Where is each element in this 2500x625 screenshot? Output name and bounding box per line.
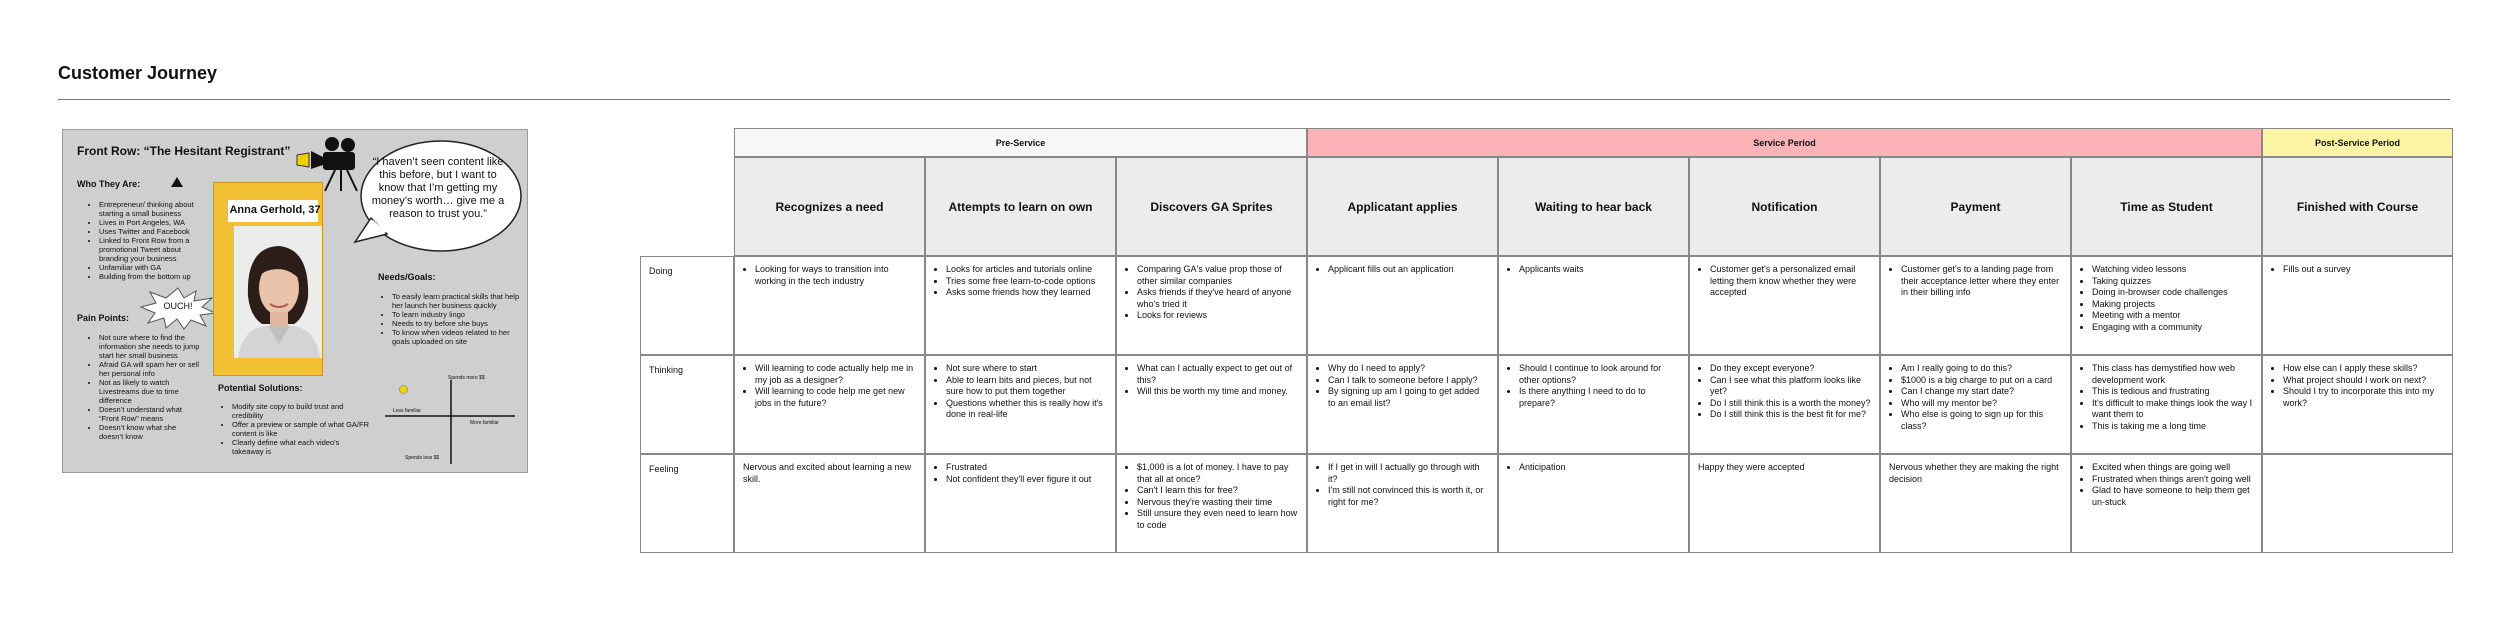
journey-cell	[1880, 454, 2071, 553]
potential-solutions-list	[221, 402, 369, 456]
cell-bullet: • Looking for ways to transition into working in the tech industry	[755, 264, 916, 287]
list-item: • Clearly define what each video's takeaway is	[232, 438, 369, 456]
cell-bullet: • This class has demystified how web development work	[2092, 363, 2253, 386]
cell-bullet: • Still unsure they even need to learn how to code	[1137, 508, 1298, 531]
list-item: • Needs to try before she buys	[392, 319, 521, 328]
stage-header: Discovers GA Sprites	[1116, 157, 1307, 256]
list-item: • Offer a preview or sample of what GA/FR content is like	[232, 420, 369, 438]
persona-quote: “I haven’t seen content like this before, but I want to know that I’m getting my money’s worth… give me a reason to trust you.”	[371, 156, 505, 220]
stage-header: Finished with Course	[2262, 157, 2453, 256]
stage-header: Payment	[1880, 157, 2071, 256]
cell-text: Nervous and excited about learning a new skill.	[743, 462, 912, 484]
cell-bullet: • Is there anything I need to do to prepare?	[1519, 386, 1680, 409]
journey-cell	[1689, 355, 1880, 454]
journey-cell	[2071, 454, 2262, 553]
cell-bullet: • What can I actually expect to get out of this?	[1137, 363, 1298, 386]
cell-bullet: • Engaging with a community	[2092, 322, 2253, 334]
journey-cell	[1689, 256, 1880, 355]
journey-cell	[1116, 256, 1307, 355]
cell-bullet: • Making projects	[2092, 299, 2253, 311]
row-label: Feeling	[640, 454, 734, 553]
list-item: • To easily learn practical skills that help her launch her business quickly	[392, 292, 521, 310]
journey-cell	[2071, 355, 2262, 454]
list-item: • Unfamiliar with GA	[99, 263, 200, 272]
cell-bullet: • Do they except everyone?	[1710, 363, 1871, 375]
cell-bullet: • $1000 is a big charge to put on a card	[1901, 375, 2062, 387]
phase-header: Post-Service Period	[2262, 128, 2453, 157]
cell-bullet: • Anticipation	[1519, 462, 1680, 474]
cell-bullet: • Glad to have someone to help them get un-stuck	[2092, 485, 2253, 508]
list-item: • To learn industry lingo	[392, 310, 521, 319]
cell-bullet: • Excited when things are going well	[2092, 462, 2253, 474]
cell-bullet: • Asks friends if they've heard of anyone who's tried it	[1137, 287, 1298, 310]
list-item: • Entrepreneur/ thinking about starting a small business	[99, 200, 200, 218]
journey-cell	[2071, 256, 2262, 355]
cell-bullet: • Should I continue to look around for other options?	[1519, 363, 1680, 386]
journey-cell	[925, 355, 1116, 454]
journey-cell	[2262, 355, 2453, 454]
cell-text: Nervous whether they are making the right decision	[1889, 462, 2059, 484]
row-label: Doing	[640, 256, 734, 355]
list-item: • Not sure where to find the information she needs to jump start her small business	[99, 333, 200, 360]
list-item: • Building from the bottom up	[99, 272, 200, 281]
persona-position-marker	[399, 385, 408, 394]
journey-cell	[1307, 256, 1498, 355]
list-item: • Doesn’t understand what “Front Row” means	[99, 405, 200, 423]
stage-header: Applicatant applies	[1307, 157, 1498, 256]
cell-bullet: • Applicant fills out an application	[1328, 264, 1489, 276]
cell-bullet: • Customer get's a personalized email letting them know whether they were accepted	[1710, 264, 1871, 299]
journey-cell	[925, 454, 1116, 553]
cell-bullet: • Questions whether this is really how it's done in real-life	[946, 398, 1107, 421]
cell-bullet: • I'm still not convinced this is worth it, or right for me?	[1328, 485, 1489, 508]
cell-bullet: • Tries some free learn-to-code options	[946, 276, 1107, 288]
journey-cell	[734, 355, 925, 454]
stage-header: Waiting to hear back	[1498, 157, 1689, 256]
pain-points-heading: Pain Points:	[77, 313, 130, 323]
cell-bullet: • Can I talk to someone before I apply?	[1328, 375, 1489, 387]
cell-bullet: • Can I change my start date?	[1901, 386, 2062, 398]
list-item: • Afraid GA will spam her or sell her personal info	[99, 360, 200, 378]
cell-bullet: • Watching video lessons	[2092, 264, 2253, 276]
cell-bullet: • Comparing GA's value prop those of other similar companies	[1137, 264, 1298, 287]
stage-header: Notification	[1689, 157, 1880, 256]
cell-bullet: • Can't I learn this for free?	[1137, 485, 1298, 497]
journey-cell	[1689, 454, 1880, 553]
phase-header: Service Period	[1307, 128, 2262, 157]
journey-cell	[1116, 454, 1307, 553]
cell-bullet: • Looks for reviews	[1137, 310, 1298, 322]
persona-name: Anna Gerhold, 37	[229, 204, 321, 216]
persona-title: Front Row: “The Hesitant Registrant”	[77, 144, 291, 158]
title-divider	[58, 99, 2450, 100]
cell-bullet: • Will learning to code help me get new jobs in the future?	[755, 386, 916, 409]
cell-bullet: • Am I really going to do this?	[1901, 363, 2062, 375]
phase-header: Pre-Service	[734, 128, 1307, 157]
cell-text: Happy they were accepted	[1698, 462, 1805, 472]
ouch-label: OUCH!	[163, 301, 193, 311]
cell-bullet: • Who else is going to sign up for this class?	[1901, 409, 2062, 432]
cell-bullet: • Meeting with a mentor	[2092, 310, 2253, 322]
list-item: • To know when videos related to her goals uploaded on site	[392, 328, 521, 346]
cell-bullet: • Not confident they'll ever figure it out	[946, 474, 1107, 486]
cell-bullet: • Fills out a survey	[2283, 264, 2444, 276]
persona-avatar-icon	[234, 226, 322, 358]
axis-label-bottom: Spends less $$	[405, 455, 440, 461]
axis-label-right: More familiar	[470, 420, 499, 426]
cell-bullet: • If I get in will I actually go through with it?	[1328, 462, 1489, 485]
cell-bullet: • Customer get's to a landing page from their acceptance letter where they enter in their billing info	[1901, 264, 2062, 299]
cell-bullet: • This is taking me a long time	[2092, 421, 2253, 433]
journey-cell	[1880, 355, 2071, 454]
row-label: Thinking	[640, 355, 734, 454]
who-they-are-heading: Who They Are:	[77, 179, 141, 189]
persona-card	[62, 129, 528, 473]
cell-bullet: • Applicants waits	[1519, 264, 1680, 276]
cell-bullet: • How else can I apply these skills?	[2283, 363, 2444, 375]
cell-bullet: • It's difficult to make things look the way I want them to	[2092, 398, 2253, 421]
journey-cell	[1498, 256, 1689, 355]
stage-header: Attempts to learn on own	[925, 157, 1116, 256]
who-they-are-list	[88, 200, 200, 281]
journey-cell	[1307, 355, 1498, 454]
pain-points-list	[88, 333, 200, 441]
journey-cell	[1307, 454, 1498, 553]
cell-bullet: • Frustrated when things aren't going well	[2092, 474, 2253, 486]
cell-bullet: • Frustrated	[946, 462, 1107, 474]
cell-bullet: • Do I still think this is the best fit for me?	[1710, 409, 1871, 421]
potential-solutions-heading: Potential Solutions:	[218, 383, 303, 393]
cell-bullet: • Can I see what this platform looks like yet?	[1710, 375, 1871, 398]
cell-bullet: • Should I try to incorporate this into my work?	[2283, 386, 2444, 409]
list-item: • Uses Twitter and Facebook	[99, 227, 200, 236]
list-item: • Lives in Port Angeles, WA	[99, 218, 200, 227]
cell-bullet: • By signing up am I going to get added to an email list?	[1328, 386, 1489, 409]
cell-bullet: • This is tedious and frustrating	[2092, 386, 2253, 398]
persona-photo	[234, 226, 322, 358]
stage-header: Recognizes a need	[734, 157, 925, 256]
cell-bullet: • Looks for articles and tutorials online	[946, 264, 1107, 276]
cell-bullet: • Who will my mentor be?	[1901, 398, 2062, 410]
cell-bullet: • Taking quizzes	[2092, 276, 2253, 288]
stage-header: Time as Student	[2071, 157, 2262, 256]
journey-cell	[734, 256, 925, 355]
journey-cell	[1116, 355, 1307, 454]
list-item: • Modify site copy to build trust and credibility	[232, 402, 369, 420]
journey-cell	[1498, 454, 1689, 553]
cell-bullet: • What project should I work on next?	[2283, 375, 2444, 387]
journey-cell	[925, 256, 1116, 355]
journey-cell	[734, 454, 925, 553]
journey-cell	[2262, 454, 2453, 553]
triangle-icon	[171, 177, 183, 187]
cell-bullet: • Will learning to code actually help me in my job as a designer?	[755, 363, 916, 386]
cell-bullet: • Doing in-browser code challenges	[2092, 287, 2253, 299]
list-item: • Doesn’t know what she doesn’t know	[99, 423, 200, 441]
axis-label-left: Less familiar	[393, 408, 422, 414]
cell-bullet: • Will this be worth my time and money.	[1137, 386, 1298, 398]
list-item: • Not as likely to watch Livestreams due to time difference	[99, 378, 200, 405]
cell-bullet: • Able to learn bits and pieces, but not sure how to put them together	[946, 375, 1107, 398]
journey-cell	[1498, 355, 1689, 454]
cell-bullet: • Not sure where to start	[946, 363, 1107, 375]
journey-cell	[2262, 256, 2453, 355]
list-item: • Linked to Front Row from a promotional Tweet about branding your business	[99, 236, 200, 263]
needs-goals-heading: Needs/Goals:	[378, 272, 436, 282]
cell-bullet: • $1,000 is a lot of money. I have to pay that all at once?	[1137, 462, 1298, 485]
cell-bullet: • Nervous they're wasting their time	[1137, 497, 1298, 509]
cell-bullet: • Why do I need to apply?	[1328, 363, 1489, 375]
axis-label-top: Spends more $$	[448, 375, 485, 381]
cell-bullet: • Asks some friends how they learned	[946, 287, 1107, 299]
journey-cell	[1880, 256, 2071, 355]
page-title: Customer Journey	[58, 63, 218, 83]
cell-bullet: • Do I still think this is a worth the money?	[1710, 398, 1871, 410]
needs-goals-list	[381, 292, 521, 346]
